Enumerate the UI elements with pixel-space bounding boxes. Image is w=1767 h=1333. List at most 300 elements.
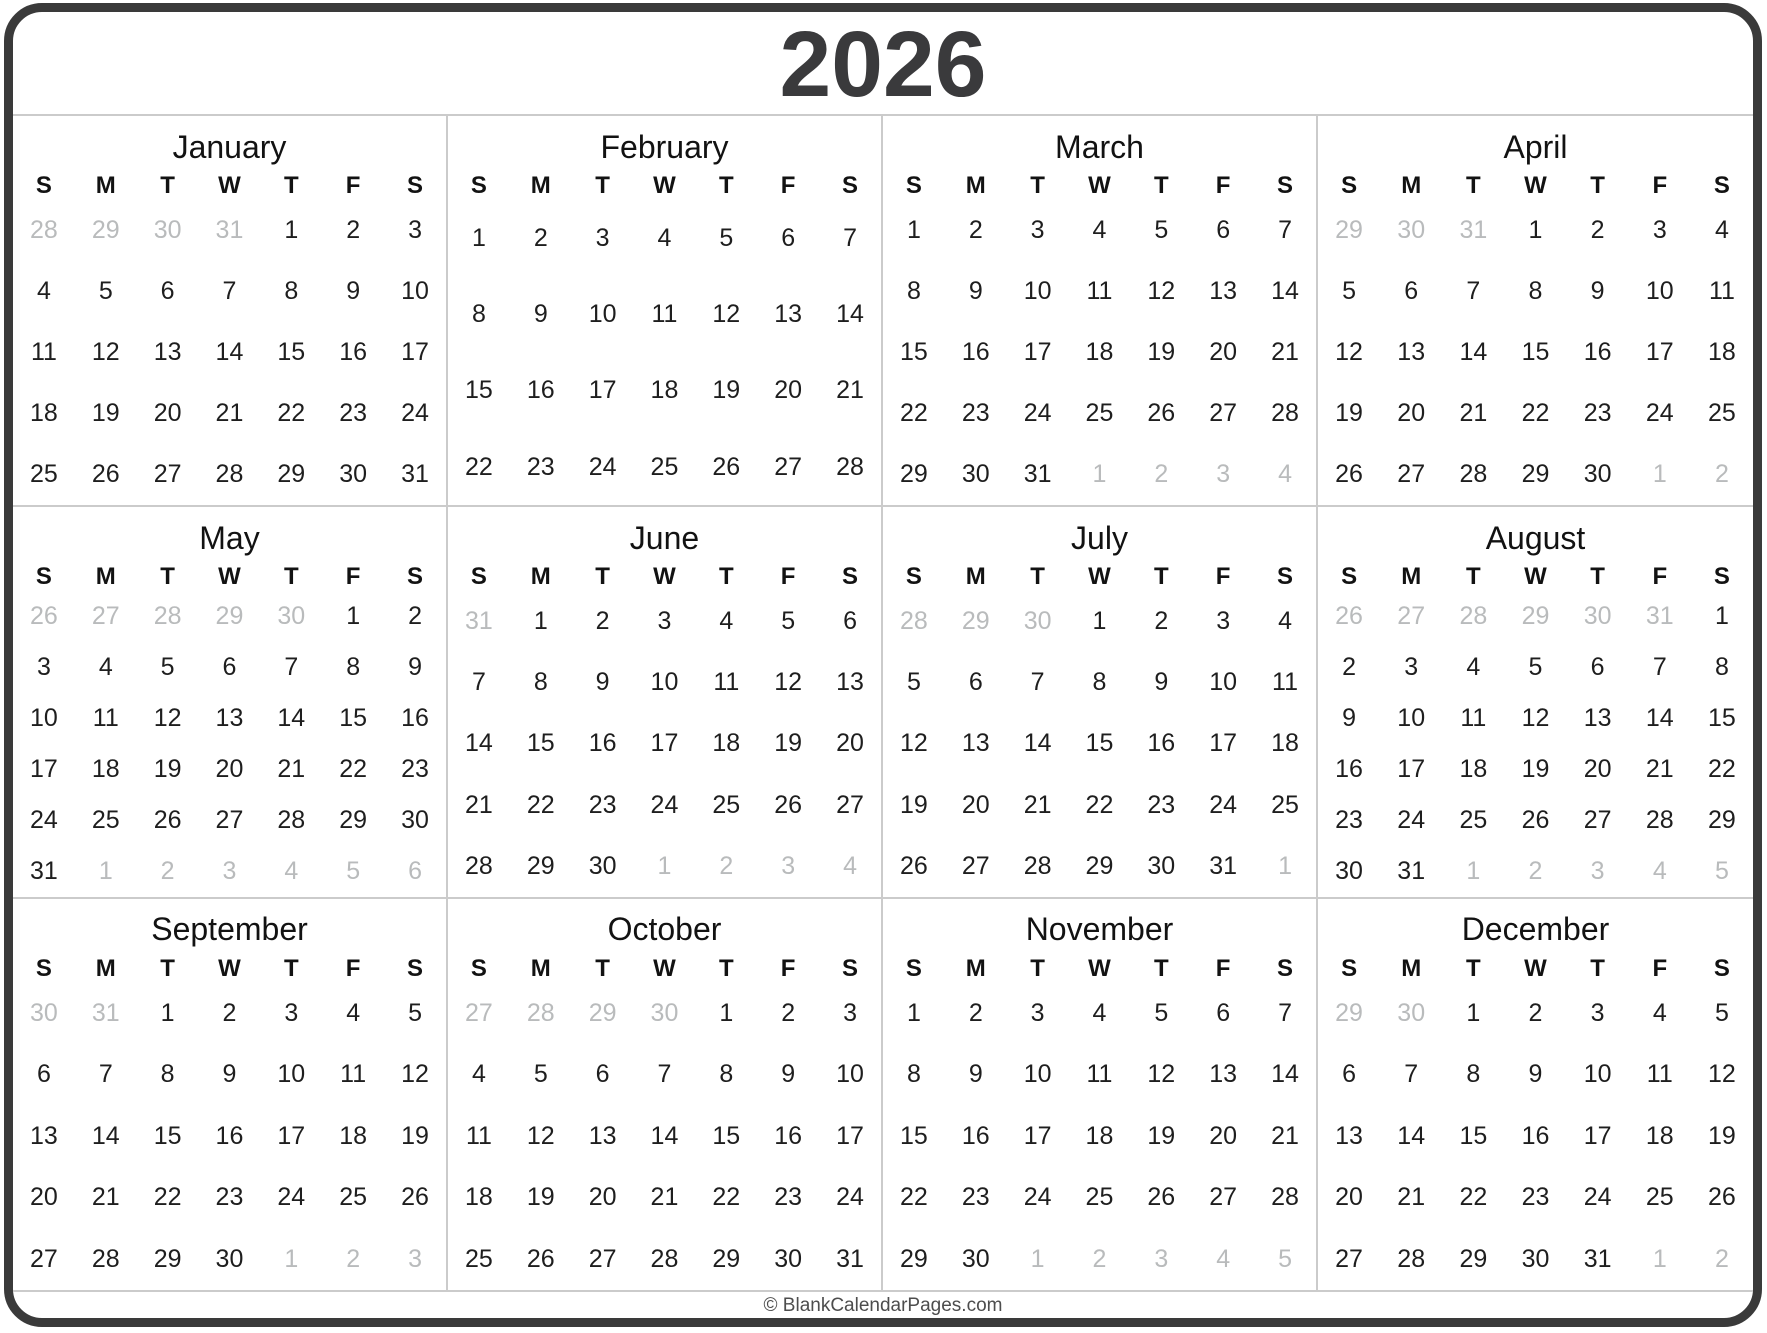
date-cell: 26 [900,851,928,880]
weekday-header: F [780,172,796,199]
date-cell: 20 [1335,1183,1363,1212]
date-cell: 3 [1030,998,1045,1027]
date-cell: 5 [408,998,422,1027]
weekday-header: W [218,563,241,591]
week-row [13,1044,446,1105]
date-cell-adjacent-month: 28 [30,216,58,245]
date-cell: 14 [836,299,864,328]
weekday-header: W [218,954,241,982]
date-cell: 2 [968,998,983,1027]
date-cell-adjacent-month: 2 [1092,1244,1107,1273]
date-cell-adjacent-month: 30 [1397,216,1426,245]
month-cell [883,116,1318,507]
weekday-header: S [1277,563,1294,591]
weekday-header: S [1341,563,1358,591]
weekday-header: S [1341,172,1358,199]
date-cell: 11 [1708,277,1735,306]
date-cell: 21 [1459,399,1488,428]
date-cell: 6 [968,668,983,697]
date-cell: 12 [1708,1060,1736,1089]
date-cell: 21 [650,1183,679,1212]
date-cell: 16 [215,1121,244,1150]
date-cell: 22 [153,1183,182,1212]
date-cell: 22 [1085,790,1114,819]
date-cell-adjacent-month: 1 [1652,1244,1667,1273]
date-cell: 7 [98,1060,113,1089]
date-cell: 17 [588,376,617,405]
date-cell: 27 [1209,1183,1238,1212]
date-cell: 11 [1272,668,1298,697]
date-cell: 25 [712,790,741,819]
date-cell: 9 [346,277,361,306]
date-cell: 4 [471,1060,486,1089]
weekday-header: T [160,172,175,199]
date-cell-adjacent-month: 1 [1030,1244,1045,1273]
date-cell-adjacent-month: 2 [346,1244,361,1273]
date-cell: 20 [961,790,990,819]
date-cell: 8 [1466,1060,1481,1089]
weekday-header: S [905,563,922,591]
weekday-header: T [283,563,299,591]
date-cell: 30 [774,1244,803,1273]
week-row [883,1044,1316,1105]
date-cell: 19 [1708,1121,1736,1150]
month-table [448,172,881,505]
date-cell: 21 [465,790,493,819]
date-cell-adjacent-month: 30 [30,998,58,1027]
date-cell: 10 [1397,704,1426,733]
date-cell: 6 [36,1060,51,1089]
date-cell: 11 [465,1121,492,1150]
date-cell: 30 [1521,1244,1550,1273]
weekday-header: S [842,172,859,199]
date-cell: 30 [401,805,429,834]
date-cell: 26 [526,1244,555,1273]
month-table [13,172,446,505]
date-cell: 17 [401,338,429,367]
date-cell: 12 [712,299,741,328]
date-cell: 5 [1154,216,1169,245]
date-cell: 16 [1521,1121,1550,1150]
weekday-header: M [530,172,551,199]
week-row [448,652,881,713]
week-row [448,1229,881,1290]
date-cell: 18 [1085,1121,1114,1150]
date-cell: 18 [1708,338,1736,367]
date-cell: 15 [277,338,306,367]
date-cell: 17 [1397,754,1426,783]
date-cell: 14 [215,338,244,367]
date-cell: 8 [471,299,486,328]
date-cell-adjacent-month: 28 [1459,602,1488,631]
month-cell [1318,116,1753,507]
date-cell: 11 [1086,277,1113,306]
date-cell: 13 [774,299,803,328]
date-cell: 13 [961,729,990,758]
month-table [13,955,446,1290]
date-cell: 15 [339,704,368,733]
date-cell: 31 [836,1244,864,1273]
date-cell: 18 [465,1183,493,1212]
date-cell: 23 [339,399,368,428]
month-table [1318,172,1753,505]
weekday-header: F [345,954,361,982]
date-cell: 23 [215,1183,244,1212]
date-cell: 17 [1645,338,1674,367]
date-cell: 8 [719,1060,734,1089]
date-cell: 10 [1023,277,1052,306]
date-cell: 22 [1708,754,1736,783]
weekday-header: M [965,563,986,591]
date-cell: 14 [1271,1060,1299,1089]
weekday-header: T [718,954,734,982]
week-row [1318,383,1753,444]
date-cell: 13 [588,1121,617,1150]
date-cell: 13 [1335,1121,1363,1150]
date-cell: 31 [1209,851,1238,880]
date-cell: 9 [408,653,422,682]
date-cell: 1 [160,998,175,1027]
date-cell: 16 [1583,338,1612,367]
date-cell: 8 [906,277,921,306]
date-cell-adjacent-month: 27 [465,998,493,1027]
month-table [1318,563,1753,896]
date-cell: 19 [1147,338,1176,367]
week-row [13,444,446,505]
date-cell: 13 [30,1121,58,1150]
weekday-header: S [1341,954,1358,982]
date-cell: 31 [1583,1244,1612,1273]
date-cell-adjacent-month: 4 [1278,460,1292,489]
date-cell: 20 [1209,338,1238,367]
date-cell: 2 [1528,998,1543,1027]
month-cell [448,899,883,1290]
date-cell: 1 [471,223,486,252]
week-row [448,775,881,836]
weekday-header-row [1318,172,1753,200]
date-cell: 4 [719,607,734,636]
date-cell: 28 [836,452,864,481]
date-cell: 4 [1092,998,1107,1027]
date-cell: 19 [91,399,120,428]
date-cell-adjacent-month: 30 [1023,607,1052,636]
year-title: 2026 [779,11,987,116]
date-cell: 24 [1023,399,1052,428]
month-table [448,563,881,896]
date-cell: 27 [1209,399,1238,428]
date-cell: 8 [533,668,548,697]
weekday-header: M [1401,954,1422,982]
date-cell: 12 [1335,338,1363,367]
week-row [448,276,881,352]
date-cell: 6 [1404,277,1419,306]
date-cell: 16 [401,704,429,733]
date-cell: 28 [1397,1244,1426,1273]
weekday-header: T [1466,954,1481,982]
date-cell: 5 [1154,998,1169,1027]
date-cell-adjacent-month: 26 [1335,602,1363,631]
weekday-header: F [1215,172,1231,199]
date-cell: 15 [465,376,493,405]
date-cell: 1 [1092,607,1107,636]
date-cell: 5 [533,1060,548,1089]
date-cell: 31 [1397,856,1426,885]
month-title: June [629,519,700,556]
date-cell: 7 [843,223,857,252]
weekday-header: W [1088,563,1111,591]
date-cell: 26 [91,460,120,489]
date-cell: 16 [526,376,555,405]
date-cell: 4 [1714,216,1729,245]
date-cell-adjacent-month: 28 [153,602,182,631]
week-row [883,1106,1316,1167]
weekday-header: F [345,172,361,199]
date-cell: 26 [1147,399,1176,428]
date-cell: 22 [277,399,306,428]
date-cell: 2 [533,223,548,252]
date-cell: 11 [1646,1060,1673,1089]
date-cell: 17 [1209,729,1238,758]
week-row [1318,983,1753,1044]
date-cell: 6 [160,277,175,306]
date-cell: 6 [1342,1060,1357,1089]
date-cell: 28 [650,1244,679,1273]
month-title: February [600,128,729,165]
date-cell: 11 [92,704,119,733]
date-cell: 13 [1583,704,1612,733]
date-cell: 25 [1085,399,1114,428]
date-cell: 23 [1147,790,1176,819]
date-cell: 7 [222,277,237,306]
date-cell: 26 [1521,805,1550,834]
date-cell: 24 [588,452,617,481]
date-cell: 12 [526,1121,555,1150]
date-cell: 14 [1459,338,1488,367]
weekday-header: T [595,563,610,591]
date-cell: 24 [1023,1183,1052,1212]
date-cell: 12 [91,338,120,367]
weekday-header: T [595,172,610,199]
date-cell: 1 [1714,602,1729,631]
date-cell-adjacent-month: 29 [91,216,120,245]
date-cell: 12 [1147,1060,1176,1089]
date-cell: 21 [215,399,244,428]
date-cell-adjacent-month: 4 [843,851,857,880]
month-table [448,955,881,1290]
date-cell: 19 [526,1183,555,1212]
weekday-header-row [13,172,446,200]
date-cell: 2 [1154,607,1169,636]
weekday-header: M [95,954,116,982]
date-cell: 4 [1278,607,1292,636]
date-cell: 1 [1466,998,1481,1027]
date-cell-adjacent-month: 2 [1714,460,1729,489]
footer-credit: © BlankCalendarPages.com [763,1294,1003,1316]
weekday-header: S [842,563,859,591]
date-cell-adjacent-month: 4 [284,856,299,885]
weekday-header: S [35,172,52,199]
date-cell: 20 [588,1183,617,1212]
month-cell [13,507,448,898]
date-cell: 8 [1528,277,1543,306]
date-cell: 5 [906,668,921,697]
date-cell: 3 [284,998,299,1027]
date-cell: 10 [650,668,679,697]
date-cell: 19 [774,729,803,758]
month-cell [13,899,448,1290]
weekday-header: S [470,954,487,982]
date-cell: 25 [30,460,58,489]
date-cell: 6 [781,223,796,252]
date-cell-adjacent-month: 1 [1278,851,1292,880]
date-cell: 28 [1645,805,1674,834]
date-cell: 14 [91,1121,120,1150]
date-cell: 9 [1590,277,1605,306]
date-cell: 29 [900,1244,928,1273]
weekday-header: S [1277,172,1294,199]
date-cell: 10 [588,299,617,328]
date-cell-adjacent-month: 31 [465,607,493,636]
weekday-header: S [842,954,859,982]
week-row [448,1044,881,1105]
date-cell: 15 [1085,729,1114,758]
date-cell-adjacent-month: 2 [1528,856,1543,885]
week-row [448,1167,881,1228]
date-cell: 6 [843,607,857,636]
weekday-header: M [1401,172,1422,199]
weekday-header: T [160,563,175,591]
date-cell-adjacent-month: 31 [1645,602,1674,631]
date-cell: 8 [1714,653,1729,682]
date-cell-adjacent-month: 30 [277,602,306,631]
date-cell: 3 [1404,653,1419,682]
month-title: September [151,911,308,948]
weekday-header-row [13,955,446,983]
date-cell: 27 [836,790,864,819]
date-cell: 3 [408,216,422,245]
date-cell: 8 [906,1060,921,1089]
date-cell: 25 [1645,1183,1674,1212]
week-row [883,261,1316,322]
date-cell: 21 [1271,1121,1299,1150]
date-cell: 25 [91,805,120,834]
date-cell: 2 [222,998,237,1027]
date-cell: 6 [1216,216,1231,245]
date-cell: 2 [408,602,422,631]
date-cell: 26 [774,790,803,819]
weekday-header: F [780,563,796,591]
date-cell: 23 [774,1183,803,1212]
date-cell: 9 [533,299,548,328]
date-cell: 29 [1521,460,1550,489]
date-cell: 27 [774,452,803,481]
date-cell: 31 [30,856,58,885]
week-row [13,744,446,795]
weekday-header: S [1277,954,1294,982]
date-cell: 21 [1645,754,1674,783]
week-row [448,353,881,429]
date-cell: 4 [98,653,113,682]
weekday-header: S [1713,563,1730,591]
weekday-header: T [1030,954,1045,982]
date-cell-adjacent-month: 30 [650,998,679,1027]
calendar-page [4,3,1762,1327]
week-row [448,200,881,276]
date-cell: 10 [1645,277,1674,306]
date-cell: 11 [1460,704,1487,733]
weekday-header: F [1215,954,1231,982]
date-cell: 14 [1271,277,1299,306]
date-cell-adjacent-month: 28 [900,607,928,636]
date-cell: 18 [650,376,679,405]
month-title: March [1055,128,1144,165]
date-cell: 13 [836,668,864,697]
month-table [13,563,446,896]
weekday-header: F [345,563,361,591]
weekday-header: S [407,954,424,982]
date-cell: 15 [526,729,555,758]
date-cell: 7 [657,1060,672,1089]
date-cell: 22 [712,1183,741,1212]
weekday-header: S [905,172,922,199]
week-row [1318,795,1753,846]
date-cell: 7 [284,653,299,682]
date-cell-adjacent-month: 3 [1590,856,1605,885]
weekday-header: W [1524,563,1547,591]
date-cell: 27 [588,1244,617,1273]
date-cell: 24 [277,1183,306,1212]
weekday-header: M [965,954,986,982]
month-table [883,172,1316,505]
date-cell: 29 [1459,1244,1488,1273]
date-cell: 30 [1335,856,1363,885]
date-cell: 28 [277,805,306,834]
date-cell: 14 [1645,704,1674,733]
month-cell [883,899,1318,1290]
date-cell: 7 [1278,998,1292,1027]
date-cell-adjacent-month: 1 [98,856,113,885]
date-cell-adjacent-month: 31 [215,216,244,245]
date-cell: 6 [1590,653,1605,682]
date-cell: 29 [1085,851,1114,880]
date-cell: 8 [284,277,299,306]
week-row [1318,322,1753,383]
date-cell: 20 [1397,399,1426,428]
date-cell: 18 [1645,1121,1674,1150]
date-cell: 4 [36,277,51,306]
date-cell: 15 [900,338,928,367]
date-cell-adjacent-month: 3 [1216,460,1231,489]
date-cell: 17 [1583,1121,1612,1150]
date-cell-adjacent-month: 5 [1278,1244,1292,1273]
date-cell: 10 [1023,1060,1052,1089]
date-cell: 1 [284,216,299,245]
date-cell-adjacent-month: 27 [91,602,120,631]
weekday-header: T [1153,563,1169,591]
weekday-header: S [1713,172,1730,199]
month-title: December [1461,911,1610,948]
date-cell-adjacent-month: 30 [153,216,182,245]
date-cell: 25 [465,1244,493,1273]
date-cell: 24 [1397,805,1426,834]
weekday-header: T [283,172,299,199]
date-cell: 30 [215,1244,244,1273]
date-cell: 14 [465,729,493,758]
weekday-header: T [1466,563,1481,591]
month-cell [1318,507,1753,898]
date-cell: 17 [650,729,679,758]
week-row [883,1229,1316,1290]
